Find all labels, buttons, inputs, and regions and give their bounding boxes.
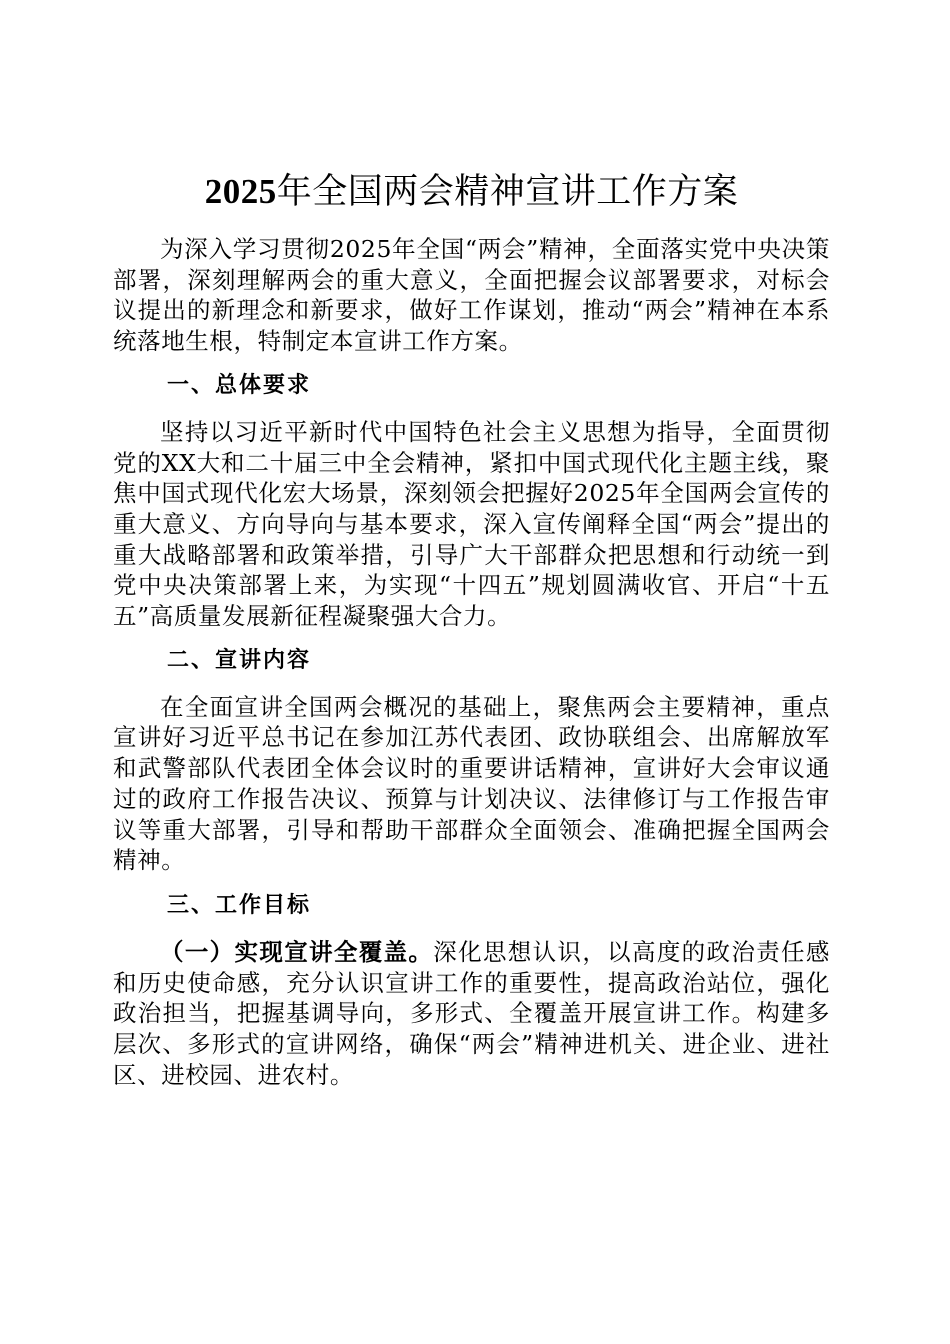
section-body-2: 在全面宣讲全国两会概况的基础上，聚焦两会主要精神，重点宣讲好习近平总书记在参加江苏代表团、政协联组会、出席解放军和武警部队代表团全体会议时的重要讲话精神，宣讲好大会审议通过的政府工作报告决议、预算与计划决议、法律修订与工作报告审议等重大部署，引导和帮助干部群众全面领会、准确把握全国两会精神。: [113, 692, 830, 875]
subsection-body: 深化思想认识，以高度的政治责任感和历史使命感，充分认识宣讲工作的重要性，提高政治站位，强化政治担当，把握基调导向，多形式、全覆盖开展宣讲工作。构建多层次、多形式的宣讲网络，确保“两会”精神进机关、进企业、进社区、进校园、进农村。: [113, 937, 830, 1089]
subsection-paragraph-1: [113, 937, 830, 1091]
document-title: [113, 162, 830, 222]
section-body-1: 坚持以习近平新时代中国特色社会主义思想为指导，全面贯彻党的XX大和二十届三中全会精神，紧扣中国式现代化主题主线，聚焦中国式现代化宏大场景，深刻领会把握好2025年全国两会宣传的重大意义、方向导向与基本要求，深入宣传阐释全国“两会”提出的重大战略部署和政策举措，引导广大干部群众把思想和行动统一到党中央决策部署上来，为实现“十四五”规划圆满收官、开启“十五五”高质量发展新征程凝聚强大合力。: [113, 417, 830, 631]
section-heading-1: 一、总体要求: [167, 372, 312, 398]
intro-paragraph: 为深入学习贯彻2025年全国“两会”精神，全面落实党中央决策部署，深刻理解两会的重大意义，全面把握会议部署要求，对标会议提出的新理念和新要求，做好工作谋划，推动“两会”精神在本系统落地生根，特制定本宣讲工作方案。: [113, 235, 830, 356]
subsection-lead: （一）实现宣讲全覆盖。: [160, 937, 434, 966]
title-text: 年全国两会精神宣讲工作方案: [276, 172, 739, 212]
document-page: [113, 162, 830, 1090]
title-year: 2025: [204, 172, 277, 211]
section-heading-2: 二、宣讲内容: [167, 647, 312, 673]
section-heading-3: 三、工作目标: [167, 892, 312, 918]
